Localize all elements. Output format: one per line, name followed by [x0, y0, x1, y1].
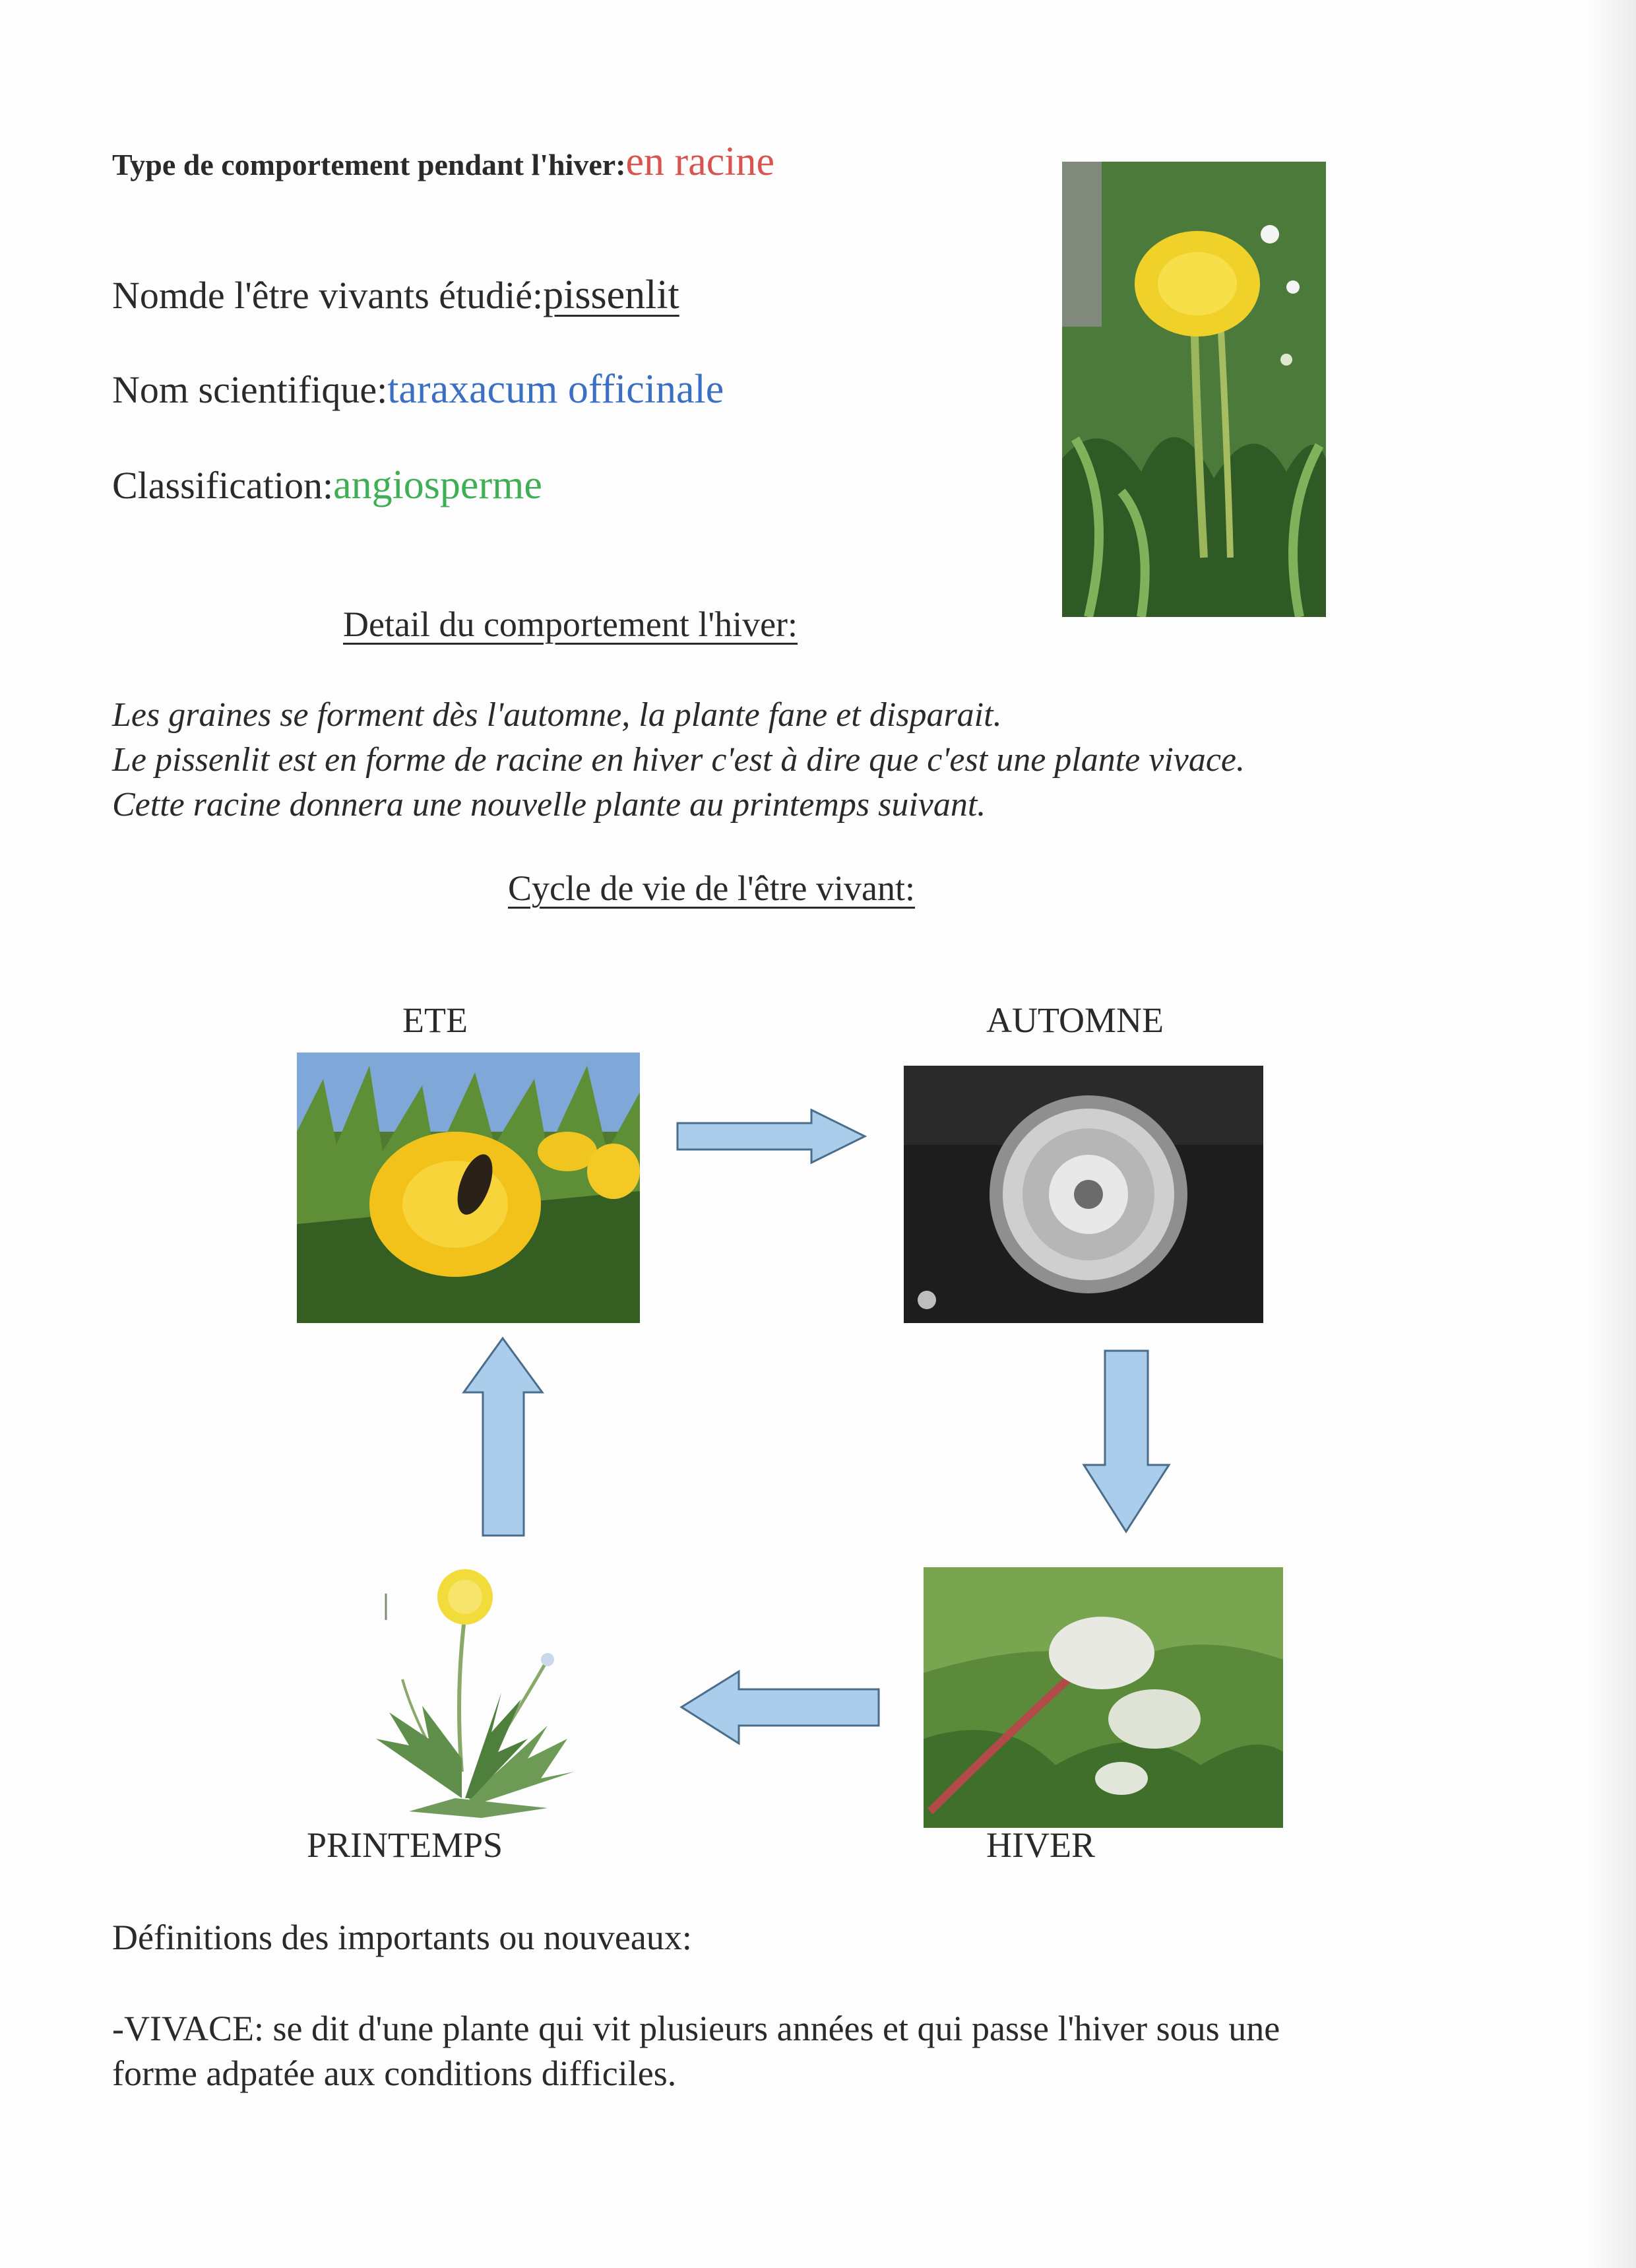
scientific-name-label: Nom scientifique: — [112, 368, 388, 411]
cycle-title: Cycle de vie de l'être vivant: — [508, 868, 915, 908]
arrow-right — [676, 1109, 867, 1165]
classification-line — [112, 462, 542, 509]
behavior-label: Type de comportement pendant l'hiver: — [112, 148, 626, 181]
name-value: pissenlit — [543, 273, 679, 317]
season-label-automne: AUTOMNE — [986, 1000, 1164, 1040]
summer-photo — [297, 1053, 640, 1323]
scientific-name-line — [112, 366, 724, 413]
definition-line: -VIVACE: se dit d'une plante qui vit plusieurs années et qui passe l'hiver sous une — [112, 2009, 1280, 2048]
definition-line: forme adpatée aux conditions difficiles. — [112, 2054, 677, 2093]
winter-photo — [924, 1567, 1283, 1828]
behavior-line — [112, 139, 774, 185]
name-line — [112, 272, 679, 319]
scientific-name-value: taraxacum officinale — [387, 367, 724, 412]
classification-value: angiosperme — [333, 463, 542, 507]
definitions-title: Définitions des importants ou nouveaux: — [112, 1918, 692, 1957]
arrow-left — [679, 1669, 881, 1745]
name-label: Nomde l'être vivants étudié: — [112, 274, 544, 317]
autumn-photo — [904, 1066, 1263, 1323]
dandelion-photo — [1062, 162, 1326, 617]
detail-line: Le pissenlit est en forme de racine en hiver c'est à dire que c'est une plante vivace. — [112, 741, 1245, 779]
season-label-printemps: PRINTEMPS — [307, 1825, 503, 1865]
definitions-list — [112, 2006, 1280, 2096]
detail-paragraph — [112, 693, 1245, 827]
arrow-down — [1082, 1349, 1171, 1534]
detail-line: Les graines se forment dès l'automne, la plante fane et disparait. — [112, 696, 1002, 734]
season-label-hiver: HIVER — [986, 1825, 1095, 1865]
behavior-value: en racine — [625, 139, 774, 184]
classification-label: Classification: — [112, 464, 334, 507]
detail-line: Cette racine donnera une nouvelle plante au printemps suivant. — [112, 786, 986, 824]
spring-illustration — [350, 1561, 614, 1825]
detail-title: Detail du comportement l'hiver: — [343, 604, 798, 644]
arrow-up — [462, 1336, 544, 1538]
page-edge-shadow — [1590, 0, 1636, 2268]
season-label-ete: ETE — [402, 1000, 468, 1040]
